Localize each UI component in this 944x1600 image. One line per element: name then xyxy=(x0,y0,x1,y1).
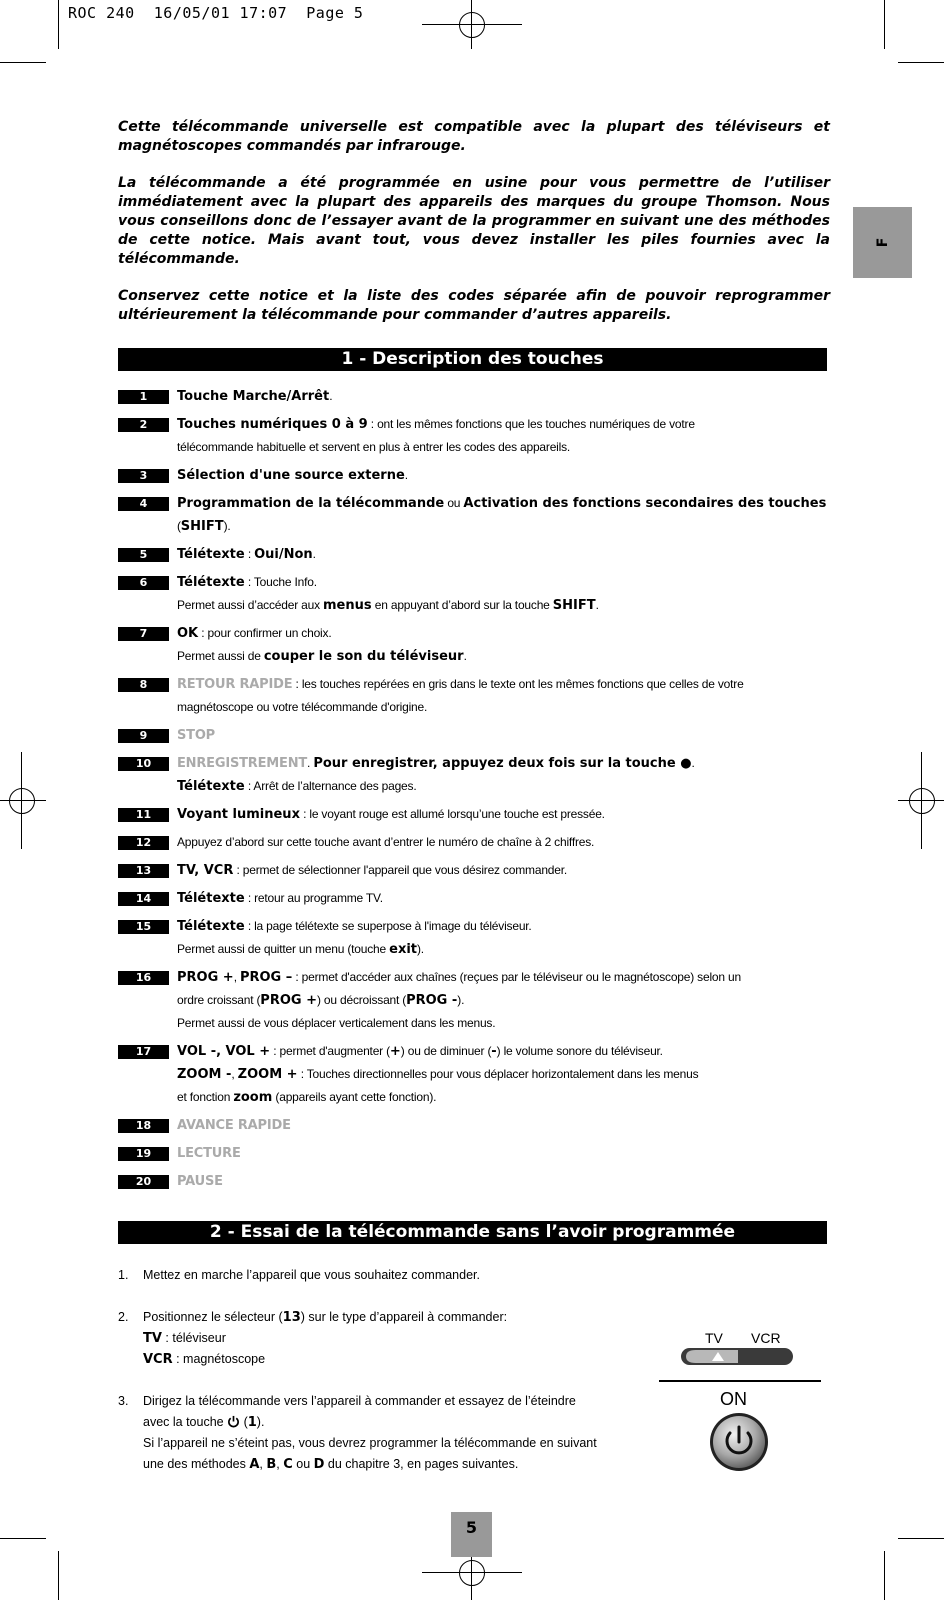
crop-mark xyxy=(898,1538,944,1539)
tv-vcr-selector-icon xyxy=(680,1345,794,1369)
bold-term: 13 xyxy=(282,1310,301,1325)
step-text xyxy=(143,1265,480,1286)
text-line xyxy=(143,1307,507,1328)
step-number: 3. xyxy=(118,1394,129,1408)
bold-term: Télétexte xyxy=(177,575,245,590)
text-run: : la page télétexte se superpose à l'image du téléviseur. xyxy=(244,919,532,933)
text-run: ordre croissant ( xyxy=(177,993,261,1007)
text-run: Permet aussi d’accéder aux xyxy=(177,598,324,612)
print-slug: ROC 240 16/05/01 17:07 Page 5 xyxy=(68,4,364,22)
test-step xyxy=(118,1391,658,1475)
text-line xyxy=(143,1412,597,1433)
text-run: (appareils ayant cette fonction). xyxy=(272,1090,437,1104)
registration-line xyxy=(0,800,46,801)
text-line xyxy=(177,859,567,882)
key-item xyxy=(118,915,838,961)
key-item xyxy=(118,831,838,854)
text-line xyxy=(177,492,838,538)
key-description xyxy=(177,571,599,617)
text-line xyxy=(177,1170,223,1193)
key-item xyxy=(118,543,838,566)
key-number-badge: 2 xyxy=(118,418,169,432)
key-description xyxy=(177,622,467,668)
text-line xyxy=(177,938,532,961)
text-run: , xyxy=(231,1067,238,1081)
key-description xyxy=(177,966,741,1035)
text-run: ou xyxy=(444,496,464,510)
text-line xyxy=(177,1086,698,1109)
text-run: : permet d'augmenter ( xyxy=(270,1044,390,1058)
text-line xyxy=(177,594,599,617)
key-number-badge: 6 xyxy=(118,576,169,590)
text-line xyxy=(177,966,741,989)
bold-term: TV, VCR xyxy=(177,863,234,878)
key-number-badge: 15 xyxy=(118,920,169,934)
grey-key-term: PAUSE xyxy=(177,1174,223,1189)
key-number-badge: 4 xyxy=(118,497,169,511)
bold-term: Voyant lumineux xyxy=(177,807,300,822)
grey-key-term: RETOUR RAPIDE xyxy=(177,677,293,692)
text-run: : ont les mêmes fonctions que les touches numériques de votre xyxy=(367,417,695,431)
key-item xyxy=(118,571,838,617)
text-line xyxy=(177,645,467,668)
key-item xyxy=(118,887,838,910)
divider-line xyxy=(659,1380,821,1382)
text-run: : retour au programme TV. xyxy=(244,891,383,905)
registration-line xyxy=(471,1550,472,1600)
key-item xyxy=(118,752,838,798)
key-number-badge: 1 xyxy=(118,390,169,404)
bold-term: Télétexte xyxy=(177,919,245,934)
intro-paragraph: La télécommande a été programmée en usine pour vous permettre de l’utiliser immédiatement avec la plupart des appareils des marques du groupe Thomson. Nous vous conseillons donc de l’essayer avant de la programmer en suivant une des méthodes de cette notice. Mais avant tout, vous devez installer les piles fournies avec la télécommande. xyxy=(118,175,830,267)
registration-line xyxy=(422,24,522,25)
crop-mark xyxy=(58,0,59,49)
registration-mark-icon xyxy=(9,788,35,814)
bold-term: VCR xyxy=(143,1352,173,1367)
section-2-title: 2 - Essai de la télécommande sans l’avoir programmée xyxy=(118,1221,827,1244)
text-run: ). xyxy=(457,993,465,1007)
text-line xyxy=(177,696,744,719)
text-line xyxy=(177,989,741,1012)
text-run: Dirigez la télécommande vers l’appareil à commander et essayez de l’éteindre xyxy=(143,1394,576,1408)
text-run: : permet de sélectionner l'appareil que vous désirez commander. xyxy=(233,863,568,877)
text-line xyxy=(143,1349,507,1370)
text-line xyxy=(177,385,332,408)
key-number-badge: 18 xyxy=(118,1119,169,1133)
bold-term: SHIFT xyxy=(180,519,224,534)
bold-term: + xyxy=(389,1044,401,1059)
text-run: ( xyxy=(177,519,181,533)
key-description xyxy=(177,887,383,910)
text-run: ). xyxy=(417,942,424,956)
key-item xyxy=(118,385,838,408)
step-text xyxy=(143,1391,597,1475)
on-label: ON xyxy=(720,1389,747,1409)
key-number-badge: 11 xyxy=(118,808,169,822)
key-item xyxy=(118,622,838,668)
key-item xyxy=(118,1170,838,1193)
bold-term: PROG + xyxy=(260,993,317,1008)
text-run: . xyxy=(329,389,333,403)
intro-paragraph: Cette télécommande universelle est compatible avec la plupart des téléviseurs et magnétoscopes commandés par infrarouge. xyxy=(118,119,830,154)
bold-term: Oui/Non xyxy=(254,547,313,562)
text-line xyxy=(143,1433,597,1454)
text-line xyxy=(177,887,383,910)
intro-paragraph: Conservez cette notice et la liste des codes séparée afin de pouvoir reprogrammer ultérieurement la télécommande pour commander d’autres appareils. xyxy=(118,288,830,323)
text-run: , xyxy=(276,1457,284,1471)
bold-term: 1 xyxy=(247,1415,257,1430)
bold-term: Touche Marche/Arrêt xyxy=(177,389,330,404)
registration-line xyxy=(422,1572,522,1573)
test-steps-list xyxy=(118,1265,658,1496)
text-run: . xyxy=(691,756,695,770)
key-number-badge: 14 xyxy=(118,892,169,906)
key-item xyxy=(118,413,838,459)
text-run: Permet aussi de xyxy=(177,649,264,663)
key-description xyxy=(177,385,332,408)
key-description xyxy=(177,859,567,882)
crop-mark xyxy=(58,1551,59,1600)
text-line xyxy=(177,543,316,566)
text-run: ou xyxy=(292,1457,314,1471)
step-number: 1. xyxy=(118,1268,129,1282)
bold-term: couper le son du téléviseur xyxy=(263,649,464,664)
language-tab-label: F xyxy=(874,237,891,248)
text-run: télécommande habituelle et servent en plus à entrer les codes des appareils. xyxy=(177,440,571,454)
key-item xyxy=(118,1142,838,1165)
text-line xyxy=(177,1012,741,1035)
text-run: : Arrêt de l’alternance des pages. xyxy=(244,779,417,793)
text-run: . xyxy=(463,649,467,663)
text-line xyxy=(177,571,599,594)
vcr-label: VCR xyxy=(751,1330,781,1346)
key-description xyxy=(177,673,744,719)
text-run: , xyxy=(233,970,240,984)
test-step xyxy=(118,1307,658,1370)
key-number-badge: 10 xyxy=(118,757,169,771)
text-run: Positionnez le sélecteur ( xyxy=(143,1310,283,1324)
power-button-icon xyxy=(708,1411,770,1473)
text-line xyxy=(177,413,695,436)
text-run: ) ou décroissant ( xyxy=(316,993,407,1007)
power-icon xyxy=(227,1415,240,1429)
bold-term: D xyxy=(313,1457,325,1472)
bold-term: Touches numériques 0 à 9 xyxy=(177,417,368,432)
key-number-badge: 16 xyxy=(118,971,169,985)
text-line xyxy=(177,724,215,747)
key-number-badge: 12 xyxy=(118,836,169,850)
registration-line xyxy=(921,752,922,849)
crop-mark xyxy=(0,62,46,63)
text-line xyxy=(177,752,695,775)
key-description xyxy=(177,724,215,747)
crop-mark xyxy=(0,1538,46,1539)
bold-term: Télétexte xyxy=(177,779,245,794)
text-run: : les touches repérées en gris dans le texte ont les mêmes fonctions que celles de votre xyxy=(292,677,744,691)
bold-term: Télétexte xyxy=(177,547,245,562)
registration-mark-icon xyxy=(459,1560,485,1586)
key-item xyxy=(118,859,838,882)
bold-term: Télétexte xyxy=(177,891,245,906)
key-number-badge: 3 xyxy=(118,469,169,483)
text-run: ) sur le type d’appareil à commander: xyxy=(300,1310,508,1324)
bold-term: zoom xyxy=(233,1090,273,1105)
key-item xyxy=(118,966,838,1035)
key-number-badge: 7 xyxy=(118,627,169,641)
key-description xyxy=(177,492,838,538)
text-run: , xyxy=(259,1457,267,1471)
text-line xyxy=(177,775,695,798)
grey-key-term: ENREGISTREMENT xyxy=(177,756,308,771)
bold-term: menus xyxy=(323,598,372,613)
key-description xyxy=(177,413,695,459)
crop-mark xyxy=(898,62,944,63)
bold-term: exit xyxy=(389,942,417,957)
bold-term: VOL -, VOL + xyxy=(177,1044,271,1059)
bold-term: OK xyxy=(177,626,199,641)
bold-term: ZOOM - xyxy=(177,1067,232,1082)
text-run: : téléviseur xyxy=(161,1331,226,1345)
bold-term: Pour enregistrer, appuyez deux fois sur la touche ● xyxy=(313,756,692,771)
key-description xyxy=(177,803,605,826)
page-number: 5 xyxy=(451,1512,492,1557)
text-run: . xyxy=(312,547,316,561)
text-run: : pour confirmer un choix. xyxy=(198,626,332,640)
key-description xyxy=(177,1142,241,1165)
text-line xyxy=(177,831,594,854)
key-description xyxy=(177,1114,291,1137)
text-line xyxy=(177,915,532,938)
key-description xyxy=(177,752,695,798)
key-item xyxy=(118,1114,838,1137)
key-description xyxy=(177,543,316,566)
text-line xyxy=(177,1114,291,1137)
bold-term: A xyxy=(249,1457,260,1472)
key-description xyxy=(177,831,594,854)
text-line xyxy=(177,1063,698,1086)
registration-line xyxy=(471,0,472,49)
text-run: : xyxy=(244,547,255,561)
text-run: : permet d'accéder aux chaînes (reçues par le téléviseur ou le magnétoscope) selon un xyxy=(292,970,741,984)
step-number: 2. xyxy=(118,1310,129,1324)
crop-mark xyxy=(884,1551,885,1600)
text-run: Permet aussi de quitter un menu (touche xyxy=(177,942,390,956)
key-item xyxy=(118,673,838,719)
step-text xyxy=(143,1307,507,1370)
text-line xyxy=(177,622,467,645)
test-step xyxy=(118,1265,658,1286)
key-description xyxy=(177,464,408,487)
registration-mark-icon xyxy=(909,788,935,814)
bold-term: C xyxy=(283,1457,293,1472)
crop-mark xyxy=(884,0,885,49)
bold-term: B xyxy=(266,1457,277,1472)
text-run: ) le volume sonore du téléviseur. xyxy=(496,1044,663,1058)
text-line xyxy=(143,1391,597,1412)
key-number-badge: 20 xyxy=(118,1175,169,1189)
key-description xyxy=(177,1040,698,1109)
registration-mark-icon xyxy=(459,12,485,38)
bold-term: - xyxy=(491,1044,497,1059)
key-number-badge: 13 xyxy=(118,864,169,878)
text-run: magnétoscope ou votre télécommande d'origine. xyxy=(177,700,428,714)
bold-term: Sélection d'une source externe xyxy=(177,468,405,483)
section-1-title: 1 - Description des touches xyxy=(118,348,827,371)
text-run: : le voyant rouge est allumé lorsqu’une touche est pressée. xyxy=(299,807,605,821)
tv-label: TV xyxy=(705,1330,723,1346)
text-run: ) ou de diminuer ( xyxy=(400,1044,492,1058)
text-run: . xyxy=(307,756,314,770)
registration-line xyxy=(21,752,22,849)
bold-term: PROG + xyxy=(177,970,234,985)
text-run: avec la touche xyxy=(143,1415,228,1429)
text-run: Appuyez d’abord sur cette touche avant d’entrer le numéro de chaîne à 2 chiffres. xyxy=(177,835,595,849)
text-run: en appuyant d’abord sur la touche xyxy=(371,598,553,612)
key-item xyxy=(118,803,838,826)
text-run: ). xyxy=(223,519,231,533)
grey-key-term: LECTURE xyxy=(177,1146,241,1161)
key-description-list xyxy=(118,385,838,1198)
key-description xyxy=(177,1170,223,1193)
bold-term: PROG - xyxy=(406,993,458,1008)
grey-key-term: AVANCE RAPIDE xyxy=(177,1118,291,1133)
text-line xyxy=(143,1454,597,1475)
intro-text xyxy=(118,118,830,343)
key-item xyxy=(118,492,838,538)
key-item xyxy=(118,1040,838,1109)
text-run: : Touches directionnelles pour vous déplacer horizontalement dans les menus xyxy=(297,1067,699,1081)
text-run: . xyxy=(404,468,408,482)
bold-term: Programmation de la télécommande xyxy=(177,496,445,511)
text-run: une des méthodes xyxy=(143,1457,250,1471)
text-run: Si l’appareil ne s’éteint pas, vous devrez programmer la télécommande en suivant xyxy=(143,1436,597,1450)
bold-term: ZOOM + xyxy=(237,1067,298,1082)
bold-term: TV xyxy=(143,1331,162,1346)
language-tab xyxy=(853,207,912,278)
text-run: Permet aussi de vous déplacer verticalement dans les menus. xyxy=(177,1016,496,1030)
text-run: ( xyxy=(240,1415,248,1429)
key-item xyxy=(118,464,838,487)
key-number-badge: 5 xyxy=(118,548,169,562)
text-line xyxy=(143,1265,480,1286)
text-run: : magnétoscope xyxy=(172,1352,266,1366)
text-run: Mettez en marche l’appareil que vous souhaitez commander. xyxy=(143,1268,480,1282)
text-run: . xyxy=(595,598,599,612)
text-line xyxy=(177,1142,241,1165)
text-line xyxy=(177,1040,698,1063)
key-description xyxy=(177,915,532,961)
text-line xyxy=(177,803,605,826)
key-number-badge: 17 xyxy=(118,1045,169,1059)
text-line xyxy=(143,1328,507,1349)
text-run: ). xyxy=(256,1415,265,1429)
key-number-badge: 8 xyxy=(118,678,169,692)
key-number-badge: 9 xyxy=(118,729,169,743)
key-number-badge: 19 xyxy=(118,1147,169,1161)
text-run: : Touche Info. xyxy=(244,575,317,589)
text-run: et fonction xyxy=(177,1090,234,1104)
text-line xyxy=(177,436,695,459)
key-item xyxy=(118,724,838,747)
bold-term: SHIFT xyxy=(552,598,596,613)
bold-term: PROG – xyxy=(239,970,293,985)
text-run: du chapitre 3, en pages suivantes. xyxy=(324,1457,519,1471)
bold-term: Activation des fonctions secondaires des touches xyxy=(463,496,827,511)
text-line xyxy=(177,673,744,696)
grey-key-term: STOP xyxy=(177,728,216,743)
text-line xyxy=(177,464,408,487)
